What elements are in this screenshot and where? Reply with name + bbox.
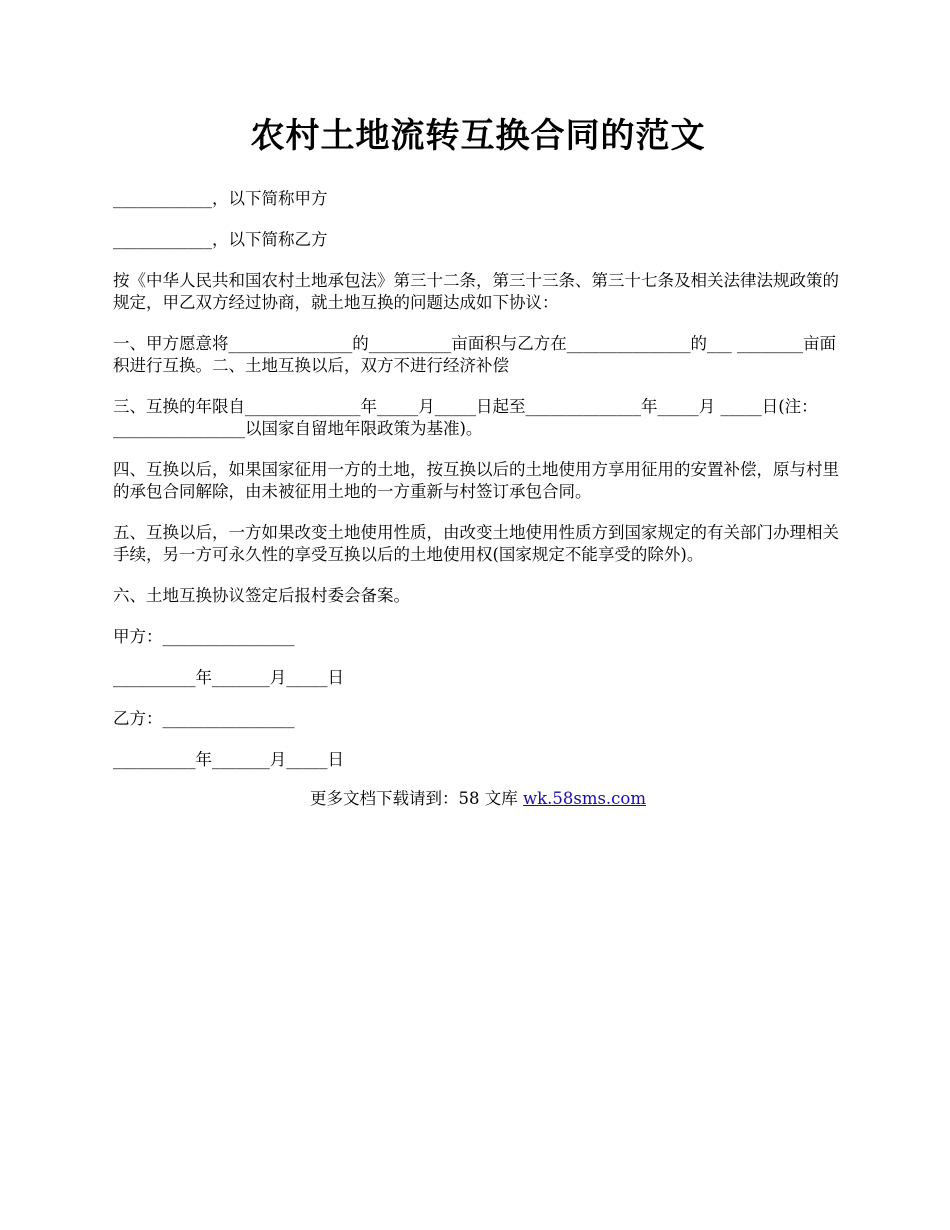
clause-4: 四、互换以后，如果国家征用一方的土地，按互换以后的土地使用方享用征用的安置补偿，原与村里的承包合同解除，由未被征用土地的一方重新与村签订承包合同。	[113, 460, 839, 501]
footer-download-note	[113, 788, 843, 810]
preamble-paragraph: 按《中华人民共和国农村土地承包法》第三十二条，第三十三条、第三十七条及相关法律法规政策的规定，甲乙双方经过协商，就土地互换的问题达成如下协议：	[113, 271, 839, 312]
document-page	[113, 108, 843, 810]
footer-link[interactable]: wk.58sms.com	[522, 789, 646, 808]
party-a-line: ____________，以下简称甲方	[113, 189, 328, 208]
clause-3: 三、互换的年限自______________年_____月_____日起至______________年_____月 _____日(注：________________以国家自留地年限政策为基准)。	[113, 397, 818, 438]
clause-5: 五、互换以后，一方如果改变土地使用性质，由改变土地使用性质方到国家规定的有关部门办理相关手续，另一方可永久性的享受互换以后的土地使用权(国家规定不能享受的除外)。	[113, 523, 839, 564]
footer-prefix: 更多文档下载请到：58 文库	[309, 789, 523, 808]
party-a-date: __________年_______月_____日	[113, 668, 344, 687]
party-b-line: ____________，以下简称乙方	[113, 230, 328, 249]
party-b-date: __________年_______月_____日	[113, 750, 344, 769]
party-b-signature: 乙方：________________	[113, 709, 295, 728]
party-a-signature: 甲方：________________	[113, 627, 295, 646]
clause-1-2: 一、甲方愿意将_______________的__________亩面积与乙方在_______________的___ ________亩面积进行互换。二、土地互换以后，双方不进行经济补偿	[113, 334, 836, 375]
page-title: 农村土地流转互换合同的范文	[250, 116, 706, 156]
clause-6: 六、土地互换协议签定后报村委会备案。	[113, 586, 410, 605]
